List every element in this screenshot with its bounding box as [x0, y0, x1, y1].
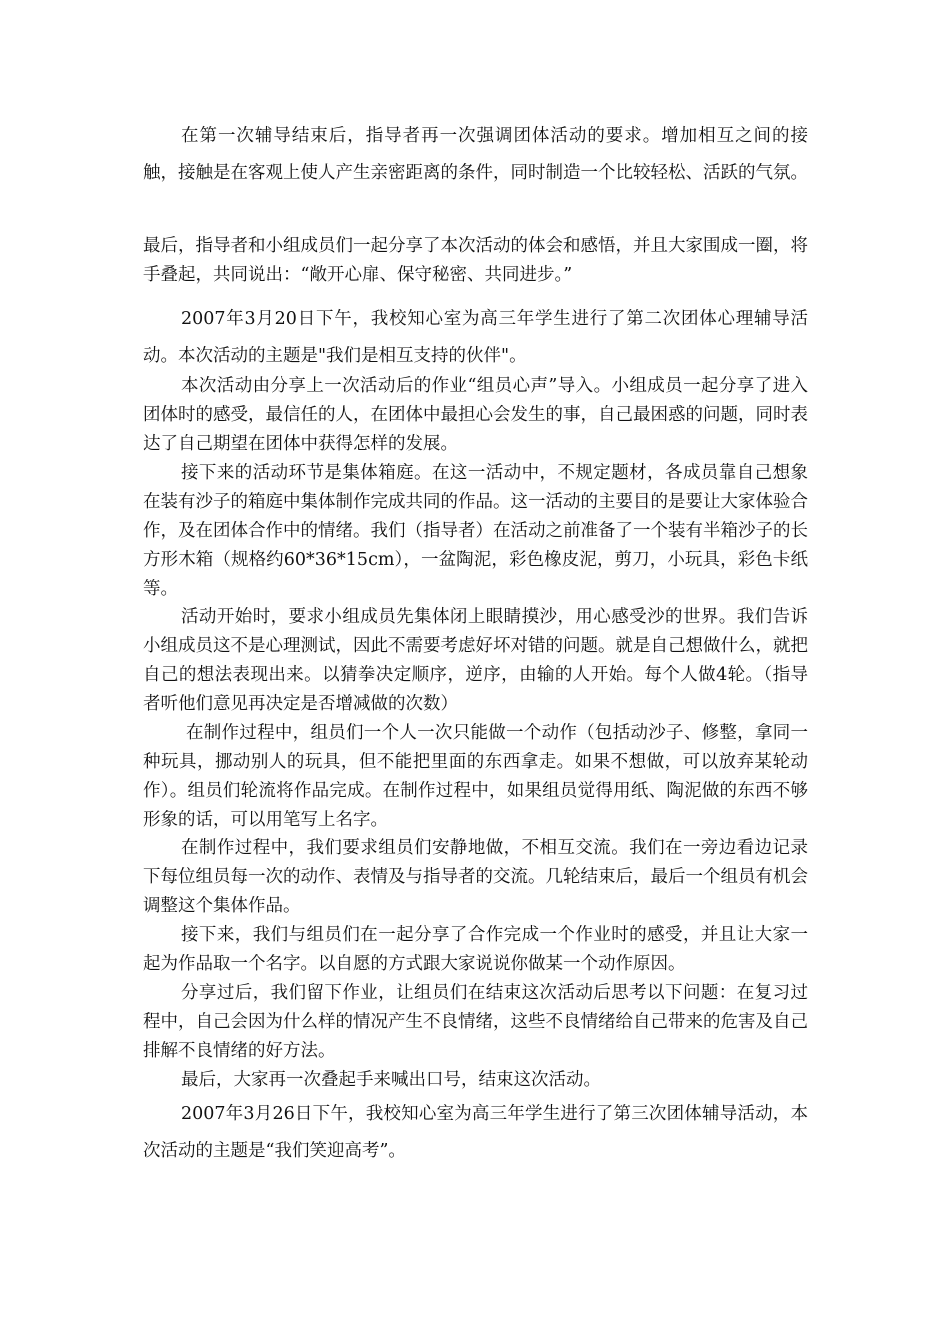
document-page — [143, 0, 813, 1344]
paragraph-group-sandplay: 接下来的活动环节是集体箱庭。在这一活动中，不规定题材，各成员靠自己想象在装有沙子的箱庭中集体制作完成共同的作品。这一活动的主要目的是要让大家体验合作，及在团体合作中的情绪。我们（指导者）在活动之前准备了一个装有半箱沙子的长方形木箱（规格约60*36*15cm），一盆陶泥，彩色橡皮泥，剪刀，小玩具，彩色卡纸等。 — [143, 463, 808, 599]
paragraph-making-process: 在制作过程中，组员们一个人一次只能做一个动作（包括动沙子、修整，拿同一种玩具，挪动别人的玩具，但不能把里面的东西拿走。如果不想做，可以放弃某轮动作）。组员们轮流将作品完成。在制作过程中，如果组员觉得用纸、陶泥做的东西不够形象的话，可以用笔写上名字。 — [143, 723, 808, 830]
paragraph-activity-start: 活动开始时，要求小组成员先集体闭上眼睛摸沙，用心感受沙的世界。我们告诉小组成员这不是心理测试，因此不需要考虑好坏对错的问题。就是自己想做什么，就把自己的想法表现出来。以猜拳决定顺序，逆序，由输的人开始。每个人做4轮。（指导者听他们意见再决定是否增减做的次数） — [143, 607, 808, 714]
paragraph-homework-questions: 分享过后，我们留下作业，让组员们在结束这次活动后思考以下问题：在复习过程中，自己会因为什么样的情况产生不良情绪，这些不良情绪给自己带来的危害及自己排解不良情绪的好方法。 — [143, 983, 808, 1061]
paragraph-homework-sharing: 本次活动由分享上一次活动后的作业“组员心声”导入。小组成员一起分享了进入团体时的感受，最信任的人，在团体中最担心会发生的事，自己最困惑的问题，同时表达了自己期望在团体中获得怎样的发展。 — [143, 376, 808, 454]
paragraph-second-session-intro: 2007年3月20日下午，我校知心室为高三年学生进行了第二次团体心理辅导活动。本次活动的主题是"我们是相互支持的伙伴"。 — [143, 309, 808, 366]
paragraph-closing-slogan: 最后，大家再一次叠起手来喊出口号，结束这次活动。 — [181, 1070, 601, 1090]
paragraph-quiet-making: 在制作过程中，我们要求组员们安静地做，不相互交流。我们在一旁边看边记录下每位组员每一次的动作、表情及与指导者的交流。几轮结束后，最后一个组员有机会调整这个集体作品。 — [143, 838, 808, 916]
paragraph-first-session-summary: 在第一次辅导结束后，指导者再一次强调团体活动的要求。增加相互之间的接触，接触是在客观上使人产生亲密距离的条件，同时制造一个比较轻松、活跃的气氛。 — [143, 126, 808, 183]
paragraph-naming-work: 接下来，我们与组员们在一起分享了合作完成一个作业时的感受，并且让大家一起为作品取一个名字。以自愿的方式跟大家说说你做某一个动作原因。 — [143, 925, 808, 974]
paragraph-sharing-and-slogan: 最后，指导者和小组成员们一起分享了本次活动的体会和感悟，并且大家围成一圈，将手叠起，共同说出：“敞开心扉、保守秘密、共同进步。” — [143, 236, 808, 285]
paragraph-third-session-intro: 2007年3月26日下午，我校知心室为高三年学生进行了第三次团体辅导活动，本次活动的主题是“我们笑迎高考”。 — [143, 1104, 808, 1161]
